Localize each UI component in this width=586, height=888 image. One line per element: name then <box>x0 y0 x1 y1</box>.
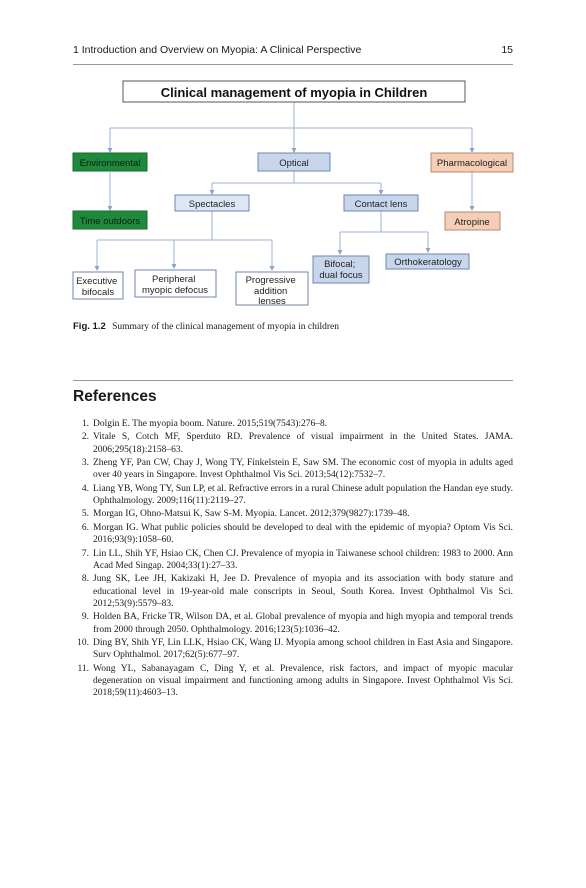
reference-item <box>73 418 513 430</box>
reference-number: 7. <box>81 548 89 559</box>
reference-text: Dolgin E. The myopia boom. Nature. 2015;519(7543):276–8. <box>93 419 328 429</box>
executive-bifocals-label: Executive bifocals <box>76 276 118 298</box>
reference-number: 6. <box>81 522 89 533</box>
reference-number: 1. <box>81 419 89 429</box>
reference-text: Jung SK, Lee JH, Kakizaki H, Jee D. Prevalence of myopia and its association with body stature and educational level in 19-year-old male conscripts in Seoul, South Korea. Invest Ophthalmol Vis Sci. 2012;53(9):5579–83. <box>93 574 513 609</box>
figure-title: Clinical management of myopia in Children <box>160 85 428 100</box>
peripheral-defocus-label: Peripheral myopic defocus <box>141 274 209 296</box>
figure-caption <box>73 321 513 332</box>
reference-item <box>73 431 513 456</box>
reference-text: Wong YL, Sabanayagam C, Ding Y, et al. Prevalence, risk factors, and impact of myopic macular degeneration on visual impairment and functioning among adults in Singapore. Invest Ophthalmol Vis Sci. 2018;59(11):4603–13. <box>93 663 513 699</box>
reference-item <box>73 573 513 610</box>
reference-text: Vitale S, Cotch MF, Sperduto RD. Prevalence of visual impairment in the United States. JAMA. 2006;295(18):2158–63. <box>93 432 513 455</box>
references-heading: References <box>73 388 157 405</box>
reference-text: Holden BA, Fricke TR, Wilson DA, et al. Global prevalence of myopia and high myopia and temporal trends from 2000 through 2050. Ophthalmology. 2016;123(5):1036–42. <box>93 612 513 635</box>
running-header <box>73 44 513 58</box>
flow-connectors <box>97 102 472 270</box>
optical-label: Optical <box>279 158 309 169</box>
reference-item <box>73 457 513 482</box>
reference-item <box>73 637 513 662</box>
progressive-lenses-label: Progressive addition lenses <box>245 275 296 307</box>
contact-lens-label: Contact lens <box>354 199 408 210</box>
reference-number: 2. <box>81 432 89 443</box>
reference-number: 10. <box>77 637 89 648</box>
reference-text: Lin LL, Shih YF, Hsiao CK, Chen CJ. Prevalence of myopia in Taiwanese school children: 1983 to 2000. Ann Acad Med Singap. 2004;33(1):27–33. <box>93 548 513 571</box>
figure-caption-label: Fig. 1.2 <box>73 321 106 332</box>
reference-item <box>73 522 513 547</box>
reference-text: Morgan IG, Ohno-Matsui K, Saw S-M. Myopia. Lancet. 2012;379(9827):1739–48. <box>93 509 410 520</box>
figure-caption-text: Summary of the clinical management of myopia in children <box>112 322 339 332</box>
reference-text: Liang YB, Wong TY, Sun LP, et al. Refractive errors in a rural Chinese adult population the Handan eye study. Ophthalmology. 2009;116(11):2119–27. <box>93 483 513 507</box>
reference-number: 5. <box>81 509 89 520</box>
reference-number: 9. <box>81 612 89 623</box>
reference-text: Zheng YF, Pan CW, Chay J, Wong TY, Finkelstein E, Saw SM. The economic cost of myopia in adults aged over 40 years in Singapore. Invest Ophthalmol Vis Sci. 2013;54(12):7532–7. <box>93 458 513 481</box>
reference-text: Ding BY, Shih YF, Lin LLK, Hsiao CK, Wang IJ. Myopia among school children in East Asia and Singapore. Surv Ophthalmol. 2017;62(5):677–97. <box>93 637 513 661</box>
time-outdoors-label: Time outdoors <box>79 216 141 227</box>
pharmacological-label: Pharmacological <box>436 158 508 169</box>
reference-item <box>73 663 513 700</box>
references-list <box>73 418 513 701</box>
spectacles-label: Spectacles <box>188 199 236 210</box>
reference-item <box>73 483 513 508</box>
management-flowchart <box>0 70 586 315</box>
bifocal-dual-focus-label: Bifocal; dual focus <box>319 259 363 281</box>
running-title: 1 Introduction and Overview on Myopia: A Clinical Perspective <box>73 44 362 56</box>
reference-number: 4. <box>81 483 89 494</box>
atropine-label: Atropine <box>454 217 490 228</box>
reference-number: 8. <box>81 574 89 585</box>
reference-number: 3. <box>81 458 89 469</box>
environmental-label: Environmental <box>79 158 141 169</box>
section-rule <box>73 380 513 381</box>
orthokeratology-label: Orthokeratology <box>394 257 462 268</box>
reference-item <box>73 548 513 573</box>
reference-item <box>73 508 513 520</box>
header-rule <box>73 64 513 65</box>
reference-number: 11. <box>77 663 89 674</box>
reference-text: Morgan IG. What public policies should be developed to deal with the epidemic of myopia? Optom Vis Sci. 2016;93(9):1058–60. <box>93 522 513 546</box>
reference-item <box>73 611 513 636</box>
page-number: 15 <box>501 44 513 56</box>
